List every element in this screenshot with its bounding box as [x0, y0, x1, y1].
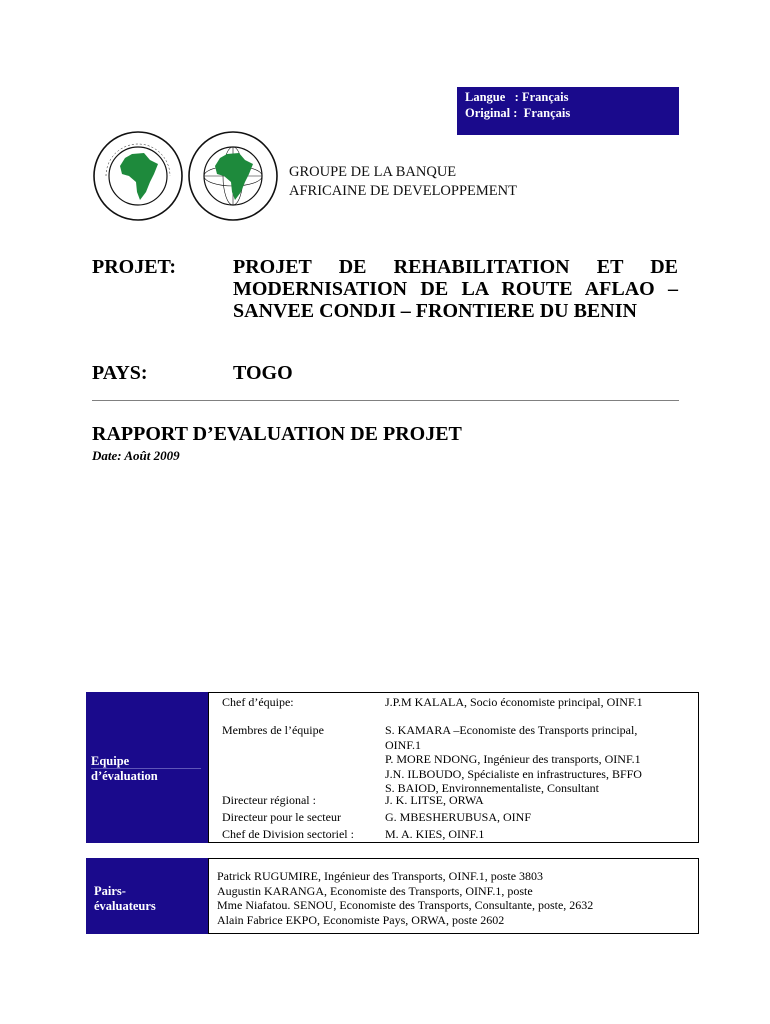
divider — [92, 400, 679, 401]
bank-name-line2: AFRICAINE DE DEVELOPPEMENT — [289, 183, 517, 199]
project-title-line3: SANVEE CONDJI – FRONTIERE DU BENIN — [233, 300, 637, 322]
afdb-logo-icon — [92, 130, 184, 222]
country-value: TOGO — [233, 362, 293, 384]
peer-item: Alain Fabrice EKPO, Economiste Pays, ORWA, poste 2602 — [217, 912, 505, 927]
bank-name — [289, 163, 517, 201]
peer-item: Mme Niafatou. SENOU, Economiste des Transports, Consultante, poste, 2632 — [217, 898, 594, 912]
team-value: S. KAMARA –Economiste des Transports principal, OINF.1 P. MORE NDONG, Ingénieur des transports, OINF.1 J.N. ILBOUDO, Spécialiste en infrastructures, BFFO S. BAIOD, Environnementaliste, Consultant — [385, 723, 642, 795]
report-date: Date: Août 2009 — [92, 448, 180, 463]
adf-logo-icon — [187, 130, 279, 222]
report-title: RAPPORT D’EVALUATION DE PROJET — [92, 423, 462, 445]
peer-side-label — [94, 884, 156, 914]
peer-item: Augustin KARANGA, Economiste des Transports, OINF.1, poste — [217, 883, 533, 898]
team-table — [208, 692, 699, 843]
language-box — [457, 87, 679, 135]
team-side-label-line2: d’évaluation — [91, 769, 158, 783]
peer-list — [217, 869, 593, 927]
peer-side-label-line2: évaluateurs — [94, 899, 156, 913]
team-role: Chef d’équipe: — [222, 695, 294, 709]
team-side-underline — [91, 768, 201, 769]
team-side-panel — [86, 692, 208, 843]
team-value: J. K. LITSE, ORWA — [385, 793, 484, 807]
team-value: G. MBESHERUBUSA, OINF — [385, 810, 532, 824]
country-label: PAYS: — [92, 362, 148, 384]
team-role: Chef de Division sectoriel : — [222, 827, 354, 841]
original-label: Original : Français — [465, 106, 571, 120]
project-title-line2: MODERNISATION DE LA ROUTE AFLAO – — [233, 278, 678, 300]
team-role: Membres de l’équipe — [222, 723, 324, 737]
team-value: M. A. KIES, OINF.1 — [385, 827, 485, 841]
project-title — [233, 256, 678, 322]
peer-table — [208, 858, 699, 934]
team-value: J.P.M KALALA, Socio économiste principal, OINF.1 — [385, 695, 643, 709]
project-label: PROJET: — [92, 256, 177, 278]
language-label: Langue : Français — [465, 90, 569, 104]
peer-reviewers — [86, 858, 699, 934]
team-role: Directeur pour le secteur — [222, 810, 341, 824]
peer-side-label-line1: Pairs- — [94, 884, 126, 898]
peer-side-panel — [86, 858, 208, 934]
team-side-label — [91, 754, 158, 784]
project-title-line1: PROJET DE REHABILITATION ET DE — [233, 256, 678, 278]
team-side-label-line1: Equipe — [91, 754, 130, 768]
team-role: Directeur régional : — [222, 793, 316, 807]
bank-name-line1: GROUPE DE LA BANQUE — [289, 164, 457, 180]
peer-item: Patrick RUGUMIRE, Ingénieur des Transports, OINF.1, poste 3803 — [217, 869, 544, 883]
evaluation-team — [86, 692, 699, 843]
